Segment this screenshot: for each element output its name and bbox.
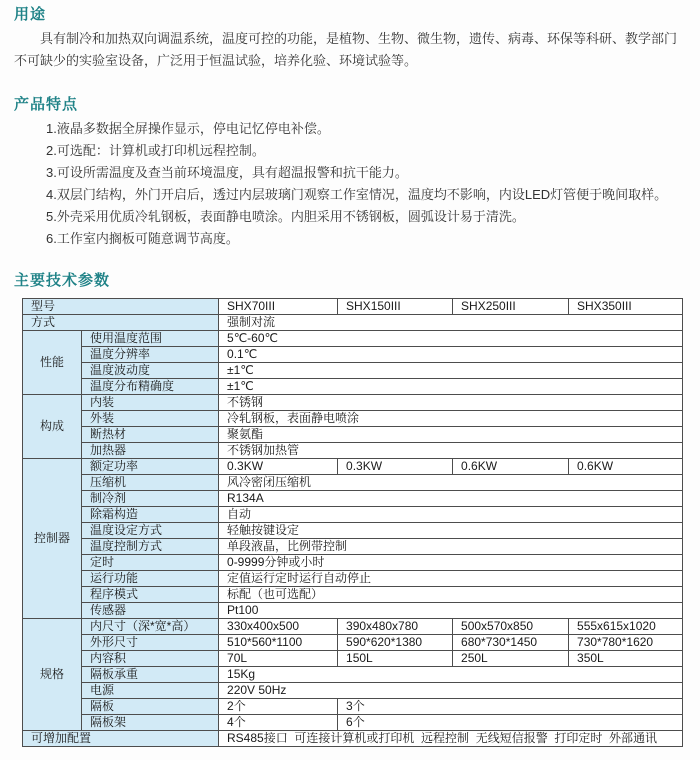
specs-table-body (23, 299, 683, 747)
table-row (23, 347, 683, 363)
spec-value-cell: 聚氨酯 (219, 427, 683, 443)
spec-value-cell: 0-9999分钟或小时 (219, 555, 683, 571)
spec-label-cell: 额定功率 (82, 459, 219, 475)
table-row (23, 523, 683, 539)
table-row (23, 331, 683, 347)
table-row (23, 587, 683, 603)
spec-label-cell: 传感器 (82, 603, 219, 619)
table-row (23, 667, 683, 683)
spec-value-cell: 15Kg (219, 667, 683, 683)
spec-label-cell: 性能 (23, 331, 82, 395)
spec-label-cell: 方式 (23, 315, 219, 331)
spec-value-cell: 标配（也可选配） (219, 587, 683, 603)
spec-label-cell: 构成 (23, 395, 82, 459)
table-row (23, 475, 683, 491)
spec-value-cell: 555x615x1020 (569, 619, 683, 635)
spec-label-cell: 内装 (82, 395, 219, 411)
feature-item: 5.外壳采用优质冷轧钢板，表面静电喷涂。内胆采用不锈钢板，圆弧设计易于清洗。 (46, 209, 525, 224)
table-row (23, 443, 683, 459)
spec-label-cell: 定时 (82, 555, 219, 571)
spec-value-cell: 2个 (219, 699, 338, 715)
spec-label-cell: 运行功能 (82, 571, 219, 587)
spec-value-cell: 590*620*1380 (338, 635, 453, 651)
table-row (23, 555, 683, 571)
spec-value-cell: 3个 (338, 699, 683, 715)
spec-value-cell: SHX350III (569, 299, 683, 315)
spec-label-cell: 断热材 (82, 427, 219, 443)
spec-value-cell: SHX150III (338, 299, 453, 315)
spec-label-cell: 型号 (23, 299, 219, 315)
spec-label-cell: 温度控制方式 (82, 539, 219, 555)
usage-heading: 用途 (14, 6, 47, 23)
table-row (23, 411, 683, 427)
spec-value-cell: 0.3KW (219, 459, 338, 475)
spec-label-cell: 规格 (23, 619, 82, 731)
table-row (23, 731, 683, 747)
table-row (23, 491, 683, 507)
table-row (23, 651, 683, 667)
features-list (14, 118, 686, 250)
spec-value-cell: ±1℃ (219, 379, 683, 395)
spec-label-cell: 内容积 (82, 651, 219, 667)
spec-value-cell: 冷轧钢板，表面静电喷涂 (219, 411, 683, 427)
spec-value-cell: 风冷密闭压缩机 (219, 475, 683, 491)
spec-value-cell: 350L (569, 651, 683, 667)
spec-value-cell: 4个 (219, 715, 338, 731)
spec-label-cell: 隔板 (82, 699, 219, 715)
spec-label-cell: 加热器 (82, 443, 219, 459)
spec-value-cell: 定值运行定时运行自动停止 (219, 571, 683, 587)
spec-value-cell: 强制对流 (219, 315, 683, 331)
spec-value-cell: 6个 (338, 715, 683, 731)
spec-value-cell: ±1℃ (219, 363, 683, 379)
table-row (23, 571, 683, 587)
spec-label-cell: 可增加配置 (23, 731, 219, 747)
table-row (23, 699, 683, 715)
spec-value-cell: 0.3KW (338, 459, 453, 475)
spec-label-cell: 使用温度范围 (82, 331, 219, 347)
spec-value-cell: 0.6KW (569, 459, 683, 475)
spec-value-cell: R134A (219, 491, 683, 507)
spec-value-cell: 5℃-60℃ (219, 331, 683, 347)
usage-paragraph: 具有制冷和加热双向调温系统，温度可控的功能，是植物、生物、微生物，遗传、病毒、环保等科研、教学部门不可缺少的实验室设备，广泛用于恒温试验，培养化验、环境试验等。 (14, 31, 678, 68)
spec-label-cell: 温度波动度 (82, 363, 219, 379)
spec-value-cell: SHX250III (453, 299, 569, 315)
table-row (23, 427, 683, 443)
spec-value-cell: RS485接口 可连接计算机或打印机 远程控制 无线短信报警 打印定时 外部通讯 (219, 731, 683, 747)
spec-value-cell: SHX70III (219, 299, 338, 315)
spec-label-cell: 外形尺寸 (82, 635, 219, 651)
spec-label-cell: 温度分辨率 (82, 347, 219, 363)
table-row (23, 507, 683, 523)
table-row (23, 315, 683, 331)
spec-label-cell: 除霜构造 (82, 507, 219, 523)
spec-value-cell: 单段液晶，比例带控制 (219, 539, 683, 555)
spec-value-cell: 不锈钢 (219, 395, 683, 411)
spec-label-cell: 电源 (82, 683, 219, 699)
features-heading: 产品特点 (14, 96, 79, 113)
spec-value-cell: 510*560*1100 (219, 635, 338, 651)
spec-label-cell: 温度设定方式 (82, 523, 219, 539)
table-row (23, 635, 683, 651)
spec-value-cell: 500x570x850 (453, 619, 569, 635)
spec-label-cell: 隔板承重 (82, 667, 219, 683)
feature-item: 6.工作室内搁板可随意调节高度。 (46, 231, 239, 246)
spec-value-cell: 0.6KW (453, 459, 569, 475)
spec-label-cell: 控制器 (23, 459, 82, 619)
spec-label-cell: 隔板架 (82, 715, 219, 731)
table-row (23, 459, 683, 475)
table-row (23, 619, 683, 635)
spec-label-cell: 制冷剂 (82, 491, 219, 507)
spec-value-cell: 330x400x500 (219, 619, 338, 635)
table-row (23, 379, 683, 395)
table-row (23, 539, 683, 555)
spec-value-cell: 680*730*1450 (453, 635, 569, 651)
spec-value-cell: Pt100 (219, 603, 683, 619)
spec-label-cell: 内尺寸（深*宽*高） (82, 619, 219, 635)
spec-value-cell: 自动 (219, 507, 683, 523)
spec-value-cell: 250L (453, 651, 569, 667)
spec-value-cell: 220V 50Hz (219, 683, 683, 699)
table-row (23, 299, 683, 315)
spec-value-cell: 730*780*1620 (569, 635, 683, 651)
table-row (23, 715, 683, 731)
spec-label-cell: 程序模式 (82, 587, 219, 603)
feature-item: 1.液晶多数据全屏操作显示，停电记忆停电补偿。 (46, 121, 330, 136)
feature-item: 3.可设所需温度及查当前环境温度，具有超温报警和抗干能力。 (46, 165, 408, 180)
spec-value-cell: 390x480x780 (338, 619, 453, 635)
spec-value-cell: 0.1℃ (219, 347, 683, 363)
table-row (23, 683, 683, 699)
specs-heading: 主要技术参数 (14, 272, 111, 289)
table-row (23, 395, 683, 411)
spec-value-cell: 70L (219, 651, 338, 667)
spec-label-cell: 外装 (82, 411, 219, 427)
feature-item: 2.可选配：计算机或打印机远程控制。 (46, 143, 265, 158)
spec-label-cell: 压缩机 (82, 475, 219, 491)
specs-table (22, 298, 683, 747)
feature-item: 4.双层门结构，外门开启后，透过内层玻璃门观察工作室情况，温度均不影响，内设LED灯管便于晚间取样。 (46, 187, 668, 202)
spec-value-cell: 轻触按键设定 (219, 523, 683, 539)
spec-value-cell: 不锈钢加热管 (219, 443, 683, 459)
table-row (23, 363, 683, 379)
spec-value-cell: 150L (338, 651, 453, 667)
table-row (23, 603, 683, 619)
spec-label-cell: 温度分布精确度 (82, 379, 219, 395)
